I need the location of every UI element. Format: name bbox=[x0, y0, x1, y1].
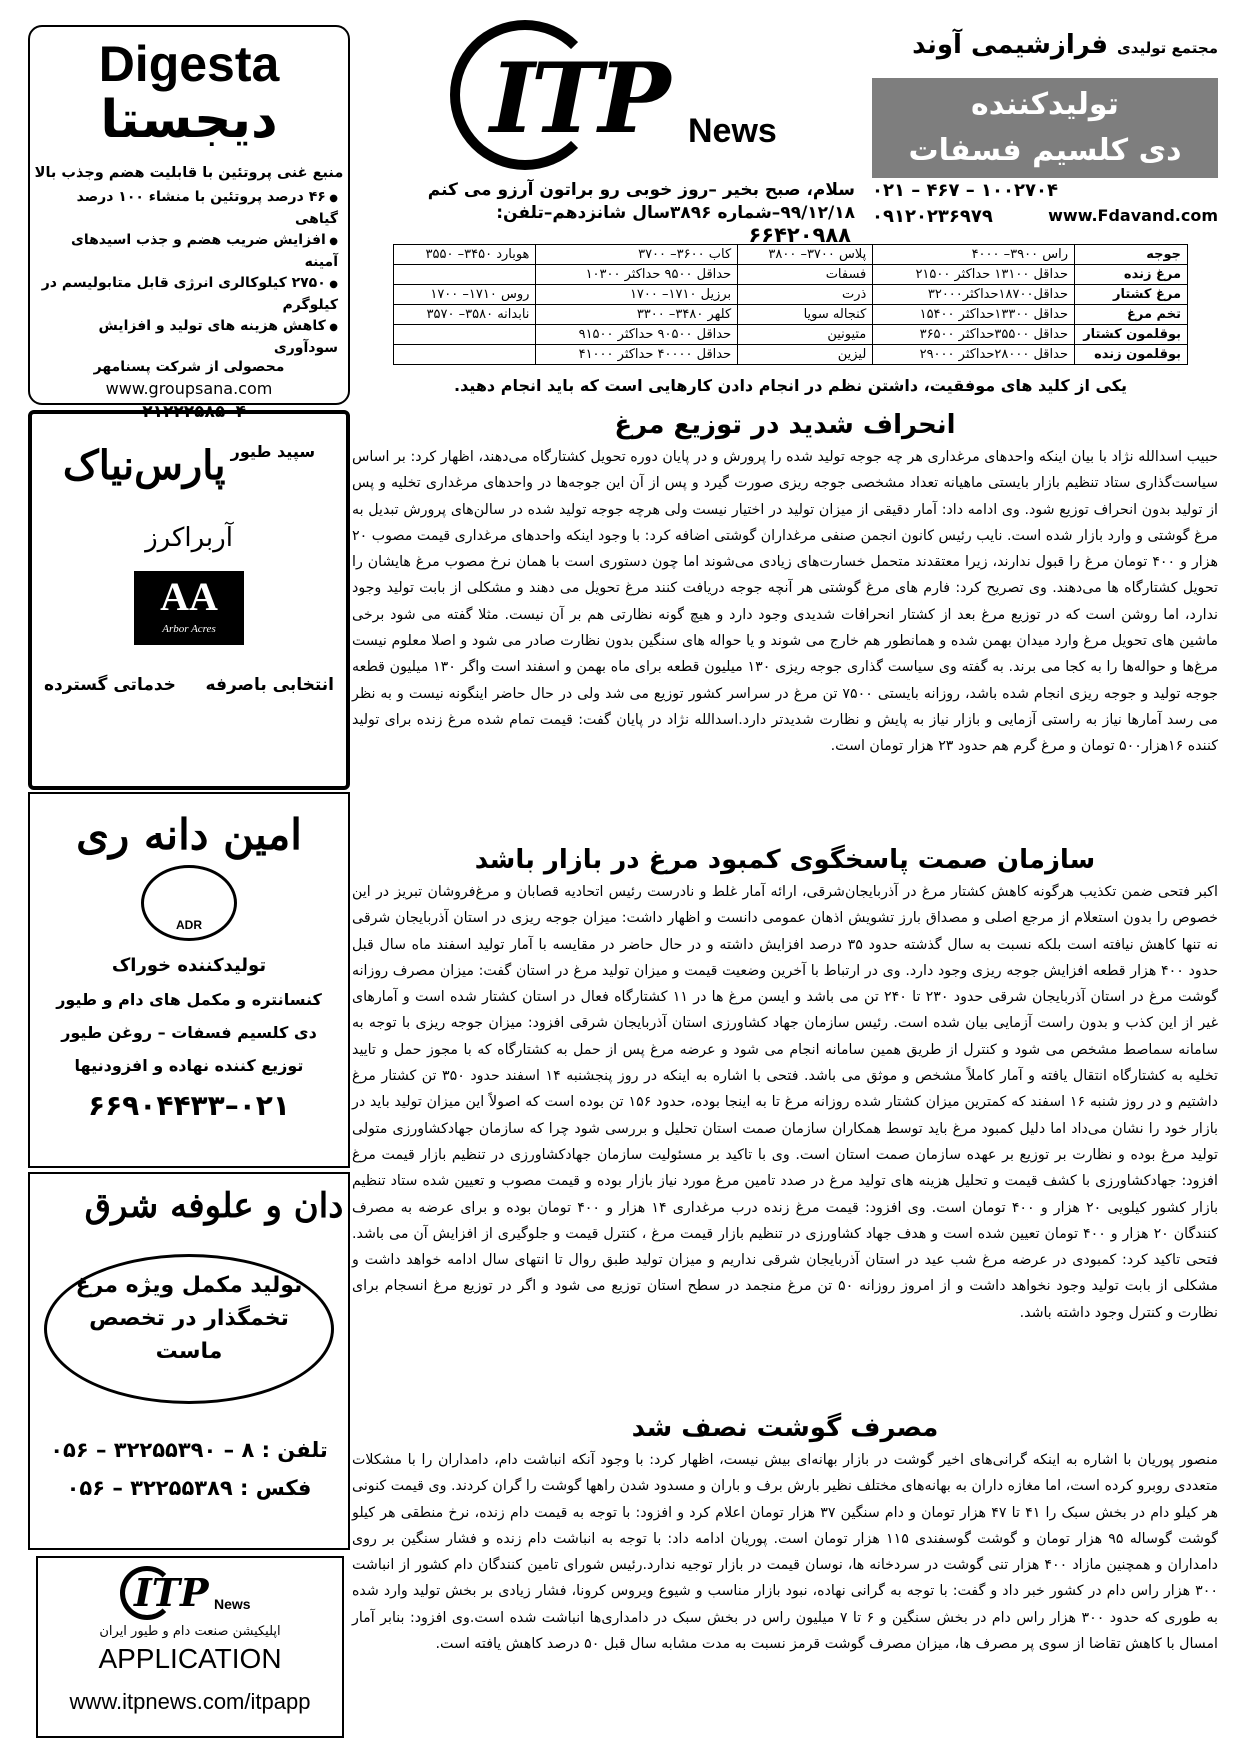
logo-main: ITP bbox=[490, 42, 667, 155]
dan-oval-line2: تخمگذار در تخصص bbox=[89, 1306, 289, 1331]
article-2 bbox=[352, 845, 1218, 1326]
top-ad-website[interactable]: www.Fdavand.com bbox=[1048, 206, 1218, 225]
price-table bbox=[393, 244, 1188, 365]
article-title: سازمان صمت پاسخگوی کمبود مرغ در بازار باشد bbox=[474, 845, 1096, 875]
article-body: منصور پوریان با اشاره به اینکه گرانی‌های اخیر گوشت در بازار بهانه‌ای بیش نیست، اظهار کرد: با وجود آنکه انباشت دام، دامداران را با مشکلات متعددی روبرو کرده است، اما مغازه داران به بهانه‌های مختلف نظیر بارش برف و باران و مسدود شدن راهها گوشت را گران کردند. وی قیمت کنونی هر کیلو دام در بخش سبک را ۴١ تا ۴٧ هزار تومان و دام سنگین ٣٧ هزار تومان اعلام کرد و افزود: با توجه به قیمت دام زنده، نرخ منطقی هر کیلو گوشت گوساله ٩۵ هزار تومان و گوشت گوسفندی ١١۵ هزار تومان است. پوریان ادامه داد: با توجه به انباشت دام زنده و فشار سنگین بر روی دامداران و همچنین مازاد ۴٠٠ هزار تنی گوشت در سردخانه ها، نوسان قیمت در بازار توجیه ندارد.رئیس شورای تامین کنندگان دام کشور از انباشت ٣٠٠ هزار راس دام در کشور خبر داد و گفت: با توجه به گرانی نهاده، نبود بازار مناسب و شیوع ویروس کرونا، فشار زیادی بر بخش تولید وارد شده به طوری که حدود ٣٠٠ هزار راس دام در بخش سنگین و ۶ تا ٧ میلیون راس در بخش سبک در دامداری‌ها انباشت شده است.وی افزود: بنابر آمار امسال با کاهش تقاضا از سوی پر مصرف ها، میزان مصرف گوشت قرمز نسبت به مدت مشابه سال قبل ۵٠ درصد کاهش یافته است. bbox=[352, 1452, 1219, 1653]
article-3 bbox=[352, 1413, 1218, 1657]
price-value: فسفات bbox=[738, 265, 873, 285]
price-item: تخم مرغ bbox=[1075, 305, 1188, 325]
digesta-bullet-text: کاهش هزینه های تولید و افزایش سودآوری bbox=[98, 318, 338, 356]
digesta-brand-fa: دیجستا bbox=[100, 90, 278, 150]
price-value: حداقل ١٣١٠٠ حداکثر ٢١۵٠٠ bbox=[873, 265, 1075, 285]
adr-caption: ADR bbox=[176, 918, 202, 932]
price-item: بوقلمون زنده bbox=[1075, 345, 1188, 365]
price-value: روس ١٧١٠– ١٧٠٠ bbox=[394, 285, 536, 305]
digesta-bullet-text: ۴۶ درصد پروتئین با منشاء ١٠٠ درصد گیاهی bbox=[76, 189, 338, 227]
digesta-phone: ٠٢١٢٢٢۵٨۵٠۴ bbox=[131, 402, 247, 422]
price-value: حداقل١٨٧٠٠حداکثر٣٢٠٠٠ bbox=[873, 285, 1075, 305]
price-value: پلاس ٣٧٠٠– ٣٨٠٠ bbox=[738, 245, 873, 265]
app-logo-main: ITP bbox=[134, 1570, 209, 1615]
ad-amin-daneh bbox=[28, 792, 350, 1168]
digesta-brand-en: Digesta bbox=[98, 36, 280, 92]
article-title: انحراف شدید در توزیع مرغ bbox=[614, 410, 956, 440]
top-ad-line2: دی کلسیم فسفات bbox=[908, 133, 1182, 168]
dan-oval bbox=[44, 1254, 334, 1404]
price-value: نابدانه ٣۵٨٠– ٣۵٧٠ bbox=[394, 305, 536, 325]
dan-brand: دان و علوفه شرق bbox=[84, 1186, 344, 1226]
arbor-acres-caption: Arbor Acres bbox=[162, 623, 216, 635]
app-url[interactable]: www.itpnews.com/itpapp bbox=[69, 1689, 311, 1714]
price-item: مرغ کشتار bbox=[1075, 285, 1188, 305]
price-value: برزیل ١٧١٠– ١٧٠٠ bbox=[536, 285, 738, 305]
app-logo bbox=[120, 1566, 260, 1622]
price-value: لیزین bbox=[738, 345, 873, 365]
amin-line2: کنسانتره و مکمل های دام و طیور bbox=[56, 990, 322, 1009]
top-ad-phone2: ٠٩١٢٠٢٣۶٩٧٩ bbox=[872, 206, 993, 227]
dan-oval-line3: ماست bbox=[155, 1339, 223, 1364]
price-item: بوقلمون کشتار bbox=[1075, 325, 1188, 345]
issue-info: ٩٩/١٢/١٨–شماره ٣٨٩۶سال شانزدهم–تلفن: bbox=[496, 203, 855, 223]
price-item: جوجه bbox=[1075, 245, 1188, 265]
price-value: کاب ٣۶٠٠– ٣٧٠٠ bbox=[536, 245, 738, 265]
price-value: حداقل ١٣٣٠٠حداکثر ١۵۴٠٠ bbox=[873, 305, 1075, 325]
issue-line bbox=[395, 203, 855, 247]
digesta-bullet bbox=[38, 316, 338, 359]
pars-brand: پارس‌نیاک bbox=[62, 442, 226, 489]
price-item: مرغ زنده bbox=[1075, 265, 1188, 285]
price-value: راس ٣٩٠٠– ۴٠٠٠ bbox=[873, 245, 1075, 265]
pars-brand-small: سپید طیور bbox=[230, 442, 316, 461]
app-logo-sub: News bbox=[214, 1596, 251, 1612]
bullet-icon: ● bbox=[325, 279, 338, 290]
price-value: کلهر ٣۴٨٠– ٣٣٠٠ bbox=[536, 305, 738, 325]
top-ad-small-label: مجتمع تولیدی bbox=[1117, 39, 1218, 57]
amin-line4: توزیع کننده نهاده و افزودنیها bbox=[74, 1056, 304, 1075]
bullet-icon: ● bbox=[325, 322, 338, 333]
ad-itp-app bbox=[36, 1556, 344, 1738]
price-row bbox=[394, 305, 1188, 325]
arbor-acres-letters: AA bbox=[160, 574, 218, 619]
top-ad-phone1: ٠٢١ – ۴۶١٠٠٢٧٠ – ٧۴ bbox=[872, 180, 1058, 201]
amin-brand: امین دانه ری bbox=[76, 810, 302, 859]
price-value: متیونین bbox=[738, 325, 873, 345]
price-row bbox=[394, 245, 1188, 265]
pars-slogan: انتخابی باصرفه خدماتی گسترده bbox=[43, 675, 335, 695]
pars-brand-row bbox=[32, 442, 346, 489]
amin-line3: دی کلسیم فسفات – روغن طیور bbox=[61, 1023, 317, 1042]
price-row bbox=[394, 345, 1188, 365]
dan-phone: تلفن : ٨ – ٣٢٢۵۵٣٩٠ – ٠۵۶ bbox=[50, 1438, 328, 1462]
digesta-product-of: محصولی از شرکت پسنامهر bbox=[93, 359, 285, 375]
digesta-bullet-list bbox=[38, 187, 338, 359]
price-row bbox=[394, 285, 1188, 305]
price-value bbox=[394, 345, 536, 365]
article-1 bbox=[352, 410, 1218, 760]
issue-phone: ۶۶۴۲۰۹۸۸ bbox=[748, 223, 851, 247]
price-value: کنجاله سویا bbox=[738, 305, 873, 325]
top-ad-line1: تولیدکننده bbox=[971, 87, 1119, 122]
header-tagline: سلام، صبح بخیر –روز خوبی رو براتون آرزو می کنم bbox=[427, 180, 855, 200]
top-ad-product-box bbox=[872, 78, 1218, 178]
article-body: حبیب اسدالله نژاد با بیان اینکه واحدهای مرغداری هر چه جوجه تولید شده را پرورش و در پایان دوره تحویل کشتارگاه می‌دهند، اظهار کرد: بر اساس سیاست‌گذاری ستاد تنظیم بازار بایستی ماهیانه تعداد مشخصی جوجه ریزی صورت گیرد و پس از آن این جوجه‌ها در واحدهای مرغداری تخلیه و پس از تولید بدون انحراف توزیع شود. وی ادامه داد: آمار دقیقی از میزان تولید در اختیار نیست ولی هرچه جوجه تولید شده در سالن‌های پرورش تبدیل به مرغ گوشتی و وارد بازار شده است. نایب رئیس کانون انجمن صنفی مرغداران گوشتی اضافه کرد: با وجود اینکه واحدهای مرغداری قیمت مصوب ٢٠ هزار و ۴٠٠ تومان مرغ را قبول ندارند، زیرا معتقدند متحمل خسارت‌های زیادی می‌شوند اما چون دستوری است با همان نرخ مصوب مرغ هایشان را تحویل کشتارگاه ها می‌دهند. وی تصریح کرد: فارم های مرغ گوشتی هر آنچه جوجه دریافت کنند مرغ تحویل می دهند و مشکلی از بابت تولید وجود ندارد، اما روشن است که در توزیع مرغ بعد از کشتار انحرافات شدیدی وجود دارد و هیچ گونه نظارتی هم بر آن نیست. مثلا گفته می شود برخی ماشین های تحویل مرغ وارد میدان بهمن شده و همانطور هم خارج می شوند و یا حواله های سنگین بدون نظارت صادر می شود و اصلا معلوم نیست مرغ‌ها و حواله‌ها را به کجا می برند. به گفته وی سیاست گذاری جوجه ریزی ١٣٠ میلیون قطعه برای ماه بهمن و اسفند است واگر ١٣٠ میلیون قطعه جوجه تولید و جوجه ریزی انجام شده باشد، روزانه بایستی ٧۵٠٠ تن مرغ در سراسر کشور توزیع می شد ولی در حال حاضر اینگونه نیست و به نظر می رسد آمارها نیاز به راستی آزمایی و بازار نیاز به پایش و نظارت شدیدتر دارد.اسدالله نژاد در پایان گفت: قیمت تمام شده مرغ زنده برای تولید کننده ١۶هزار۵٠٠ تومان و مرغ گرم هم حدود ٢٣ هزار تومان است. bbox=[352, 449, 1218, 755]
digesta-bullet bbox=[38, 187, 338, 230]
digesta-bullet-text: ٢٧۵٠ کیلوکالری انرژی قابل متابولیسم در کیلوگرم bbox=[41, 275, 338, 313]
dan-oval-line1: تولید مکمل ویژه مرغ bbox=[75, 1273, 303, 1298]
top-ad-contact-row bbox=[872, 206, 1218, 227]
digesta-bullet bbox=[38, 273, 338, 316]
ad-dan-olufeh bbox=[28, 1172, 350, 1550]
bullet-icon: ● bbox=[325, 193, 338, 204]
price-value: حداقل ٩٠۵٠٠ حداکثر ٩١۵٠٠ bbox=[536, 325, 738, 345]
price-row bbox=[394, 265, 1188, 285]
top-ad-company-name: فرازشیمی آوند bbox=[912, 30, 1108, 60]
digesta-headline: منبع غنی پروتئین با قابلیت هضم وجذب بالا bbox=[34, 165, 344, 181]
price-value: حداقل ٣۵۵٠٠حداکثر ٣۶۵٠٠ bbox=[873, 325, 1075, 345]
app-subtitle: اپلیکیشن صنعت دام و طیور ایران bbox=[99, 1624, 281, 1639]
motto: یکی از کلید های موفقیت، داشتن نظم در انجام دادن کارهایی است که باید انجام دهید. bbox=[453, 376, 1127, 395]
price-value: حداقل ٩۵٠٠ حداکثر ١٠٣٠٠ bbox=[536, 265, 738, 285]
article-title: مصرف گوشت نصف شد bbox=[631, 1413, 939, 1443]
price-value: حداقل ۴٠٠٠٠ حداکثر ۴١٠٠٠ bbox=[536, 345, 738, 365]
article-body: اکبر فتحی ضمن تکذیب هرگونه کاهش کشتار مرغ در آذربایجان‌شرقی، ارائه آمار غلط و نادرست رئیس اتحادیه قصابان و مرغ‌فروشان تبریز در این خصوص را بدون استعلام از مرجع اصلی و مصداق بارز تشویش اذهان عمومی دانست و اظهار داشت: میزان جوجه ریزی در استان آذربایجان شرقی نه تنها کاهش نیافته است بلکه نسبت به سال گذشته حدود ٣۵ درصد افزایش داشته و در حال حاضر در مقایسه با آمار تولید اسفند ماه سال قبل حدود ۴٠٠ هزار قطعه افزایش جوجه ریزی وجود دارد. وی در ارتباط با آخرین وضعیت قیمت و میزان تولید مرغ در استان گفت: میزان مصرف روزانه گوشت مرغ در استان آذربایجان شرقی حدود ٢٣٠ تا ٢۴٠ تن می باشد و ایسن مرغ ها در ١١ کشتارگاه فعال در استان کشتار شده است و آمارهای غیر از این کذب و بدون راست آزمایی بیان شده است. رئیس سازمان جهاد کشاورزی استان آذربایجان شرقی افزود: میزان جوجه ریزی با توجه به سامانه سماصط مشخص می شود و کنترل از طریق همین سامانه انجام می شود و عرضه مرغ پس از حمل به کشتارگاه که با مجوز حمل و تایید تخلیه به کشتارگاه انتقال یافته و آمار کاملاً مشخص و موثق می باشد. فتحی با اشاره به اینکه در روز پنجشنبه ١۴ اسفند حدود ٣۵٠ تن کشتار مرغ داشتیم و در روز شنبه ١۶ اسفند که کمترین میزان کشتار شده روزانه مرغ تا به اینجا بوده، حدود ١۵۶ تن بوده است که اصولاً این میزان تولید باید در بازار خود را نشان می‌داد اما دلیل کمبود مرغ باید توسط همکاران سازمان صمت استان تحلیل و بررسی شود چرا که سازمان جهادکشاورزی متولی تولید مرغ بوده و نظارت بر توزیع بر عهده سازمان صمت استان است. وی با تاکید بر مسئولیت سازمان جهادکشاورزی در تنظیم بازار قیمت مرغ افزود: جهادکشاورزی با کشف قیمت و تحلیل هزینه های تولید مرغ در صدد تامین مرغ مورد نیاز بازار بوده و قیمت مصوب و تعیین شده ستاد تنظیم بازار کشور کیلویی ٢٠ هزار و ۴٠٠ تومان است. وی افزود: قیمت مرغ زنده درب مرغداری ١۴ هزار و ۴٠٠ تومان بوده و برای عرضه به مصرف کنندگان ٢٠ هزار و ۴٠٠ تومان تعیین شده است و هدف جهاد کشاورزی در تنظیم بازار قیمت مرغ ، کنترل قیمت و جلوگیری از افزایش آن می باشد. فتحی تاکید کرد: کمبودی در عرضه مرغ شب عید در استان آذربایجان شرقی نداریم و میزان تولید طبق روال تا انتهای سال ادامه خواهد داشت و مشکلی از بابت تولید وجود نخواهد داشت و از امروز روزانه ۵٠ تن مرغ منجمد در سطح استان توزیع می شود و اگر در توزیع مرغ انسجام برای نظارت و کنترل وجود داشته باشد. bbox=[352, 884, 1219, 1321]
adr-logo bbox=[141, 865, 237, 941]
pars-product: آربراکرز bbox=[145, 523, 233, 553]
price-value bbox=[394, 325, 536, 345]
arbor-acres-logo bbox=[134, 571, 244, 645]
price-value bbox=[394, 265, 536, 285]
digesta-website[interactable]: www.groupsana.com bbox=[105, 379, 273, 398]
digesta-bullet-text: افزایش ضریب هضم و جذب اسیدهای آمینه bbox=[70, 232, 338, 270]
ad-pars-niak bbox=[28, 410, 350, 790]
price-value: هوبارد ٣۴۵٠– ٣۵۵٠ bbox=[394, 245, 536, 265]
price-value: حداقل ٢٨٠٠٠حداکثر ٢٩٠٠٠ bbox=[873, 345, 1075, 365]
bullet-icon: ● bbox=[325, 236, 338, 247]
amin-line1: تولیدکننده خوراک bbox=[111, 955, 267, 976]
dan-fax: فکس : ٣٢٢۵۵٣٨٩ – ٠۵۶ bbox=[66, 1476, 312, 1500]
itp-news-logo bbox=[450, 20, 810, 170]
app-label: APPLICATION bbox=[98, 1643, 282, 1674]
logo-sub: News bbox=[688, 112, 777, 150]
digesta-bullet bbox=[38, 230, 338, 273]
ad-digesta bbox=[28, 25, 350, 422]
price-row bbox=[394, 325, 1188, 345]
price-value: ذرت bbox=[738, 285, 873, 305]
top-ad-company bbox=[878, 30, 1218, 60]
amin-phone: ٠٢١–۶۶٩٠۴۴٣٣ bbox=[88, 1089, 290, 1122]
